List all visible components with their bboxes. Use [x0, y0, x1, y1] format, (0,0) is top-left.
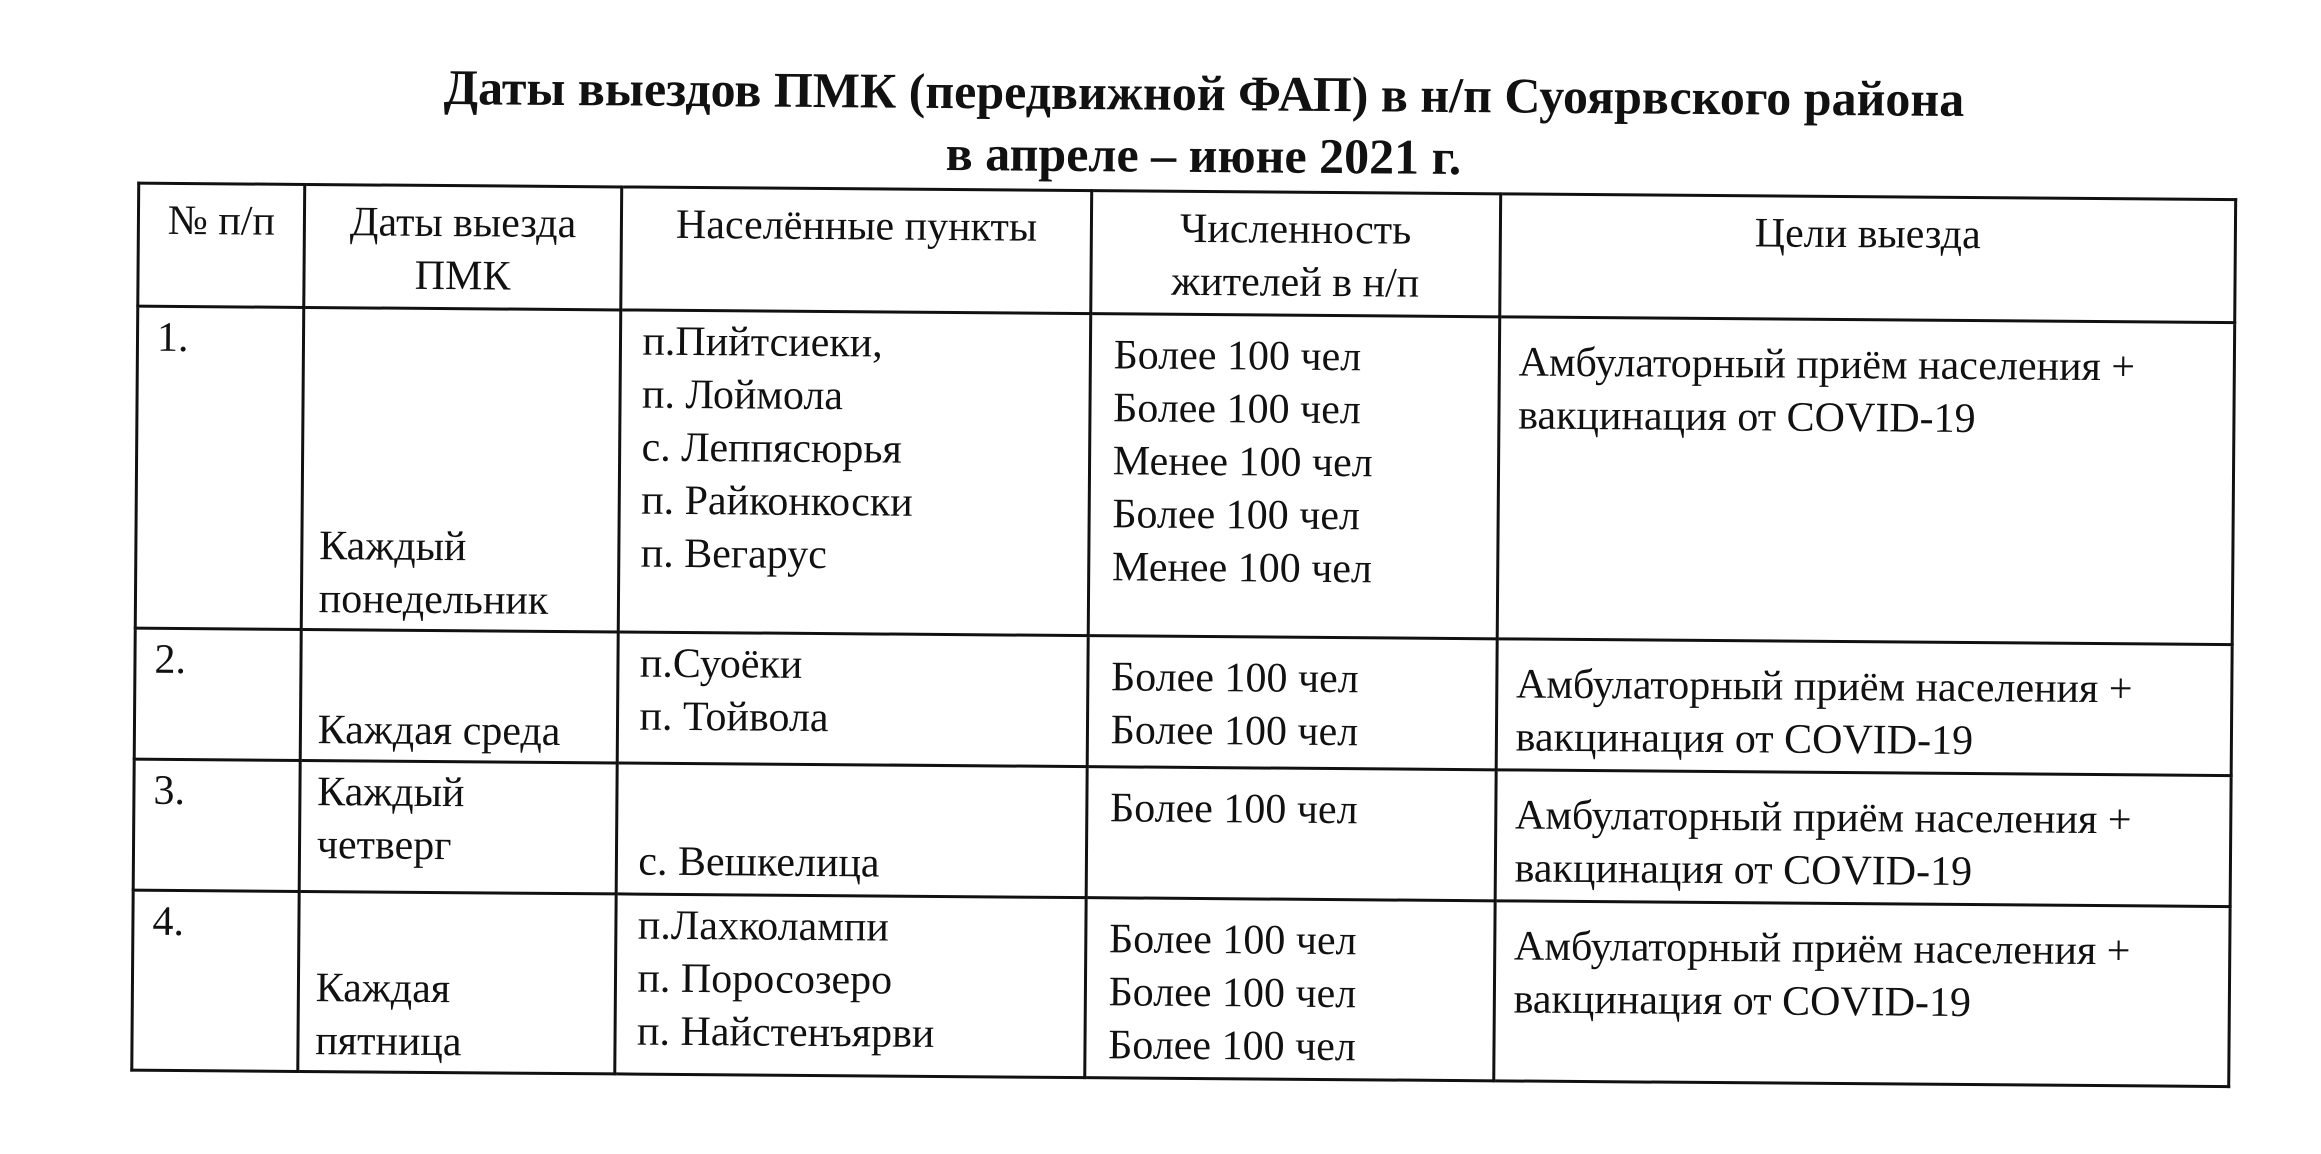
population-item: Более 100 чел — [1108, 1022, 1356, 1071]
table-row — [134, 628, 2232, 775]
row-population — [1084, 898, 1494, 1081]
place-item: п. Тойвола — [639, 693, 829, 742]
population-item: Более 100 чел — [1110, 654, 1359, 703]
date-line: Каждая — [315, 965, 451, 1013]
population-item: Менее 100 чел — [1112, 438, 1373, 487]
goal-line: вакцинация от COVID-19 — [1517, 392, 1976, 443]
date-line: Каждый — [319, 523, 467, 571]
row-population — [1086, 767, 1496, 901]
row-goal — [1493, 901, 2230, 1087]
population-item: Менее 100 чел — [1111, 544, 1373, 593]
place-item: п. Поросозеро — [637, 955, 893, 1004]
header-pop-line-2: жителей в н/п — [1171, 258, 1420, 307]
row-places — [619, 310, 1091, 636]
header-date — [304, 184, 623, 309]
row-num: 2. — [134, 628, 301, 760]
population-item: Более 100 чел — [1110, 707, 1359, 756]
table-row — [133, 759, 2231, 906]
row-date — [298, 891, 617, 1073]
goal-line: Амбулаторный приём населения + — [1514, 792, 2132, 844]
goal-line: вакцинация от COVID-19 — [1515, 714, 1974, 765]
row-places — [618, 632, 1088, 767]
row-num: 4. — [132, 890, 299, 1071]
goal-line: вакцинация от COVID-19 — [1514, 845, 1973, 896]
date-line: Каждый — [317, 769, 465, 817]
place-item: п. Лоймола — [641, 371, 844, 420]
header-goal: Цели выезда — [1499, 194, 2235, 323]
row-goal — [1495, 770, 2231, 907]
place-item: с. Вешкелица — [638, 838, 880, 887]
row-population — [1088, 314, 1499, 639]
date-line: понедельник — [318, 576, 549, 624]
table-header-row — [138, 183, 2236, 322]
row-num: 1. — [135, 306, 303, 629]
header-date-line-1: Даты выезда — [349, 199, 577, 248]
population-item: Более 100 чел — [1112, 491, 1361, 540]
place-item: п. Вегарус — [640, 530, 828, 579]
population-item: Более 100 чел — [1108, 969, 1357, 1018]
goal-line: Амбулаторный приём населения + — [1518, 339, 2136, 391]
row-places — [617, 763, 1087, 898]
header-population — [1090, 191, 1500, 317]
header-pop-line-1: Численность — [1179, 205, 1412, 254]
population-item: Более 100 чел — [1113, 332, 1362, 381]
schedule-table — [130, 182, 2237, 1088]
document-title — [303, 55, 2104, 193]
goal-line: вакцинация от COVID-19 — [1513, 976, 1972, 1027]
title-line-2: в апреле – июне 2021 г. — [945, 124, 1462, 186]
date-line: Каждая среда — [317, 707, 561, 755]
population-item: Более 100 чел — [1109, 785, 1358, 834]
row-places — [615, 894, 1086, 1078]
title-line-1: Даты выездов ПМК (передвижной ФАП) в н/п Суоярвского района — [443, 59, 1965, 127]
row-date — [299, 760, 618, 893]
place-item: п.Суоёки — [639, 640, 803, 688]
row-goal — [1497, 317, 2235, 645]
row-population — [1087, 636, 1497, 770]
population-item: Более 100 чел — [1113, 385, 1361, 434]
date-line: четверг — [316, 822, 452, 870]
header-date-line-2: ПМК — [414, 252, 511, 300]
place-item: п.Пийтсиеки, — [642, 318, 883, 367]
population-item: Более 100 чел — [1108, 916, 1357, 965]
table-row — [135, 306, 2234, 644]
row-goal — [1496, 639, 2232, 776]
header-num: № п/п — [138, 183, 305, 307]
place-item: п.Лахколампи — [637, 902, 889, 951]
table-row — [132, 890, 2230, 1086]
header-places: Населённые пункты — [621, 187, 1091, 314]
place-item: с. Леппясюрья — [641, 424, 903, 473]
row-num: 3. — [133, 759, 300, 891]
row-date — [300, 629, 619, 762]
place-item: п. Найстенъярви — [636, 1008, 935, 1057]
row-date — [301, 307, 621, 631]
goal-line: Амбулаторный приём населения + — [1513, 923, 2131, 975]
goal-line: Амбулаторный приём населения + — [1515, 661, 2133, 713]
date-line: пятница — [315, 1018, 462, 1066]
place-item: п. Райконкоски — [641, 477, 913, 526]
